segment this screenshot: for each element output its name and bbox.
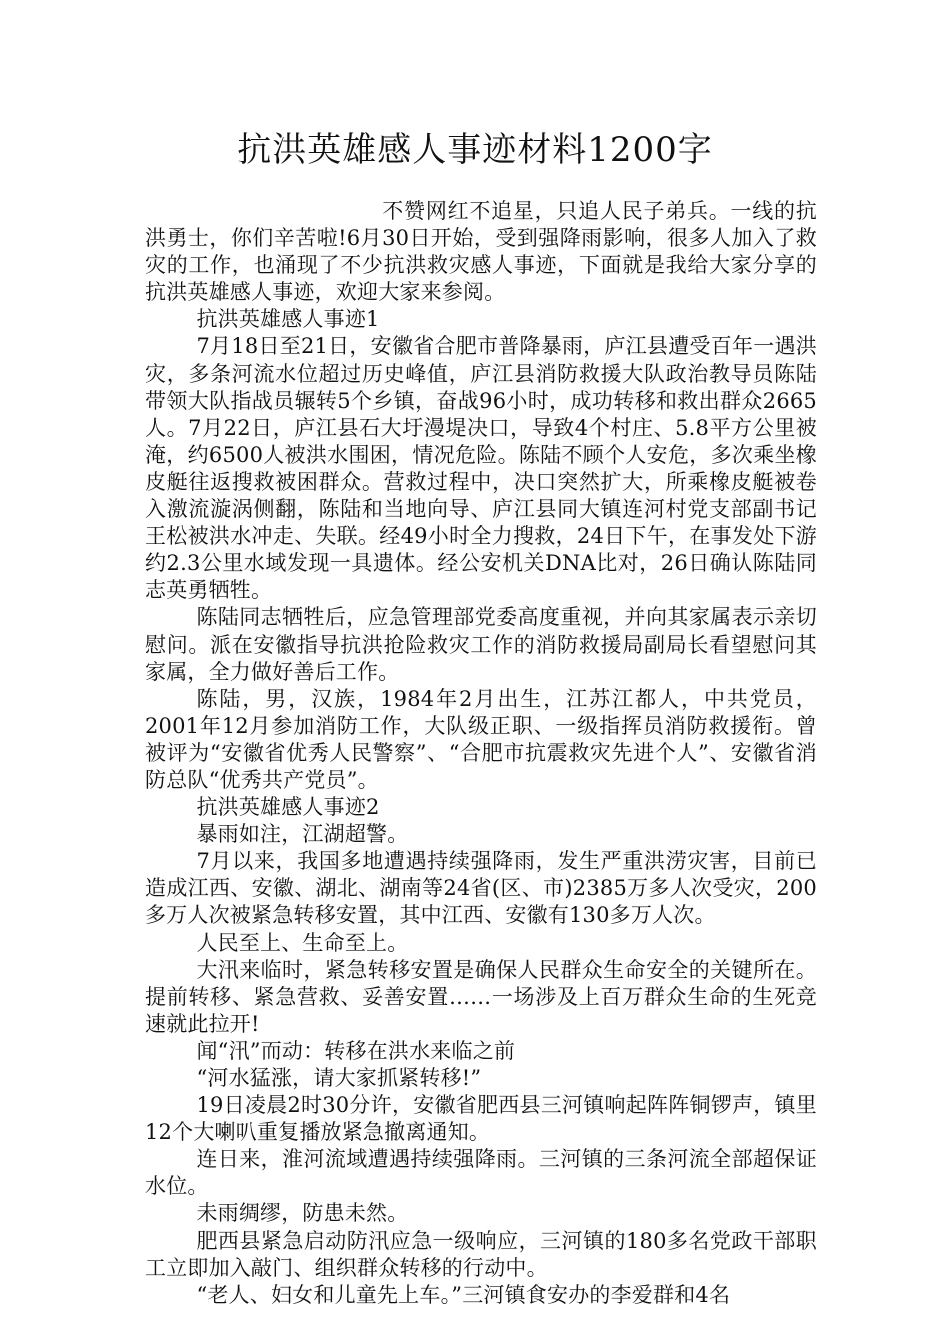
intro-paragraph: 不赞网红不追星，只追人民子弟兵。一线的抗洪勇士，你们辛苦啦!6月30日开始，受到强降雨影响，很多人加入了救灾的工作，也涌现了不少抗洪救灾感人事迹，下面就是我给大家分享的抗洪英雄感人事迹，欢迎大家来参阅。 xyxy=(145,199,817,305)
quote-paragraph: “河水猛涨，请大家抓紧转移!” xyxy=(196,1066,482,1090)
paragraph: 陈陆，男，汉族，1984年2月出生，江苏江都人，中共党员，2001年12月参加消防工作，大队级正职、一级指挥员消防救援衔。曾被评为“安徽省优秀人民警察”、“合肥市抗震救灾先进个人”、安徽省消防总队“优秀共产党员”。 xyxy=(145,686,817,792)
document-title: 抗洪英雄感人事迹材料1200字 xyxy=(237,130,713,170)
paragraph: 暴雨如注，江湖超警。 xyxy=(196,822,409,847)
paragraph: 连日来，淮河流域遭遇持续强降雨。三河镇的三条河流全部超保证水位。 xyxy=(145,1147,817,1199)
paragraph: 大汛来临时，紧急转移安置是确保人民群众生命安全的关键所在。提前转移、紧急营救、妥善安置……一场涉及上百万群众生命的生死竞速就此拉开! xyxy=(145,957,817,1036)
paragraph: 陈陆同志牺牲后，应急管理部党委高度重视，并向其家属表示亲切慰问。派在安徽指导抗洪抢险救灾工作的消防救援局副局长看望慰问其家属，全力做好善后工作。 xyxy=(145,605,817,684)
paragraph: “老人、妇女和儿童先上车。”三河镇食安办的李爱群和4名 xyxy=(196,1282,731,1307)
paragraph: 未雨绸缪，防患未然。 xyxy=(196,1201,409,1226)
section-heading-1: 抗洪英雄感人事迹1 xyxy=(196,307,380,332)
paragraph: 人民至上、生命至上。 xyxy=(196,930,409,955)
section-heading-2: 抗洪英雄感人事迹2 xyxy=(196,795,380,820)
paragraph: 19日凌晨2时30分许，安徽省肥西县三河镇响起阵阵铜锣声，镇里12个大喇叭重复播放紧急撤离通知。 xyxy=(145,1093,817,1145)
paragraph: 7月18日至21日，安徽省合肥市普降暴雨，庐江县遭受百年一遇洪灾，多条河流水位超过历史峰值，庐江县消防救援大队政治教导员陈陆带领大队指战员辗转5个乡镇，奋战96小时，成功转移和救出群众2665人。7月22日，庐江县石大圩漫堤决口，导致4个村庄、5.8平方公里被淹，约6500人被洪水围困，情况危险。陈陆不顾个人安危，多次乘坐橡皮艇往返搜救被困群众。营救过程中，决口突然扩大，所乘橡皮艇被卷入激流漩涡侧翻，陈陆和当地向导、庐江县同大镇连河村党支部副书记王松被洪水冲走、失联。经49小时全力搜救，24日下午，在事发处下游约2.3公里水域发现一具遗体。经公安机关DNA比对，26日确认陈陆同志英勇牺牲。 xyxy=(145,334,817,603)
paragraph: 肥西县紧急启动防汛应急一级响应，三河镇的180多名党政干部职工立即加入敲门、组织群众转移的行动中。 xyxy=(145,1228,817,1280)
document-body xyxy=(145,198,817,1309)
paragraph: 7月以来，我国多地遭遇持续强降雨，发生严重洪涝灾害，目前已造成江西、安徽、湖北、湖南等24省(区、市)2385万多人次受灾，200多万人次被紧急转移安置，其中江西、安徽有130多万人次。 xyxy=(145,849,817,928)
subheading: 闻“汛”而动：转移在洪水来临之前 xyxy=(196,1038,516,1063)
